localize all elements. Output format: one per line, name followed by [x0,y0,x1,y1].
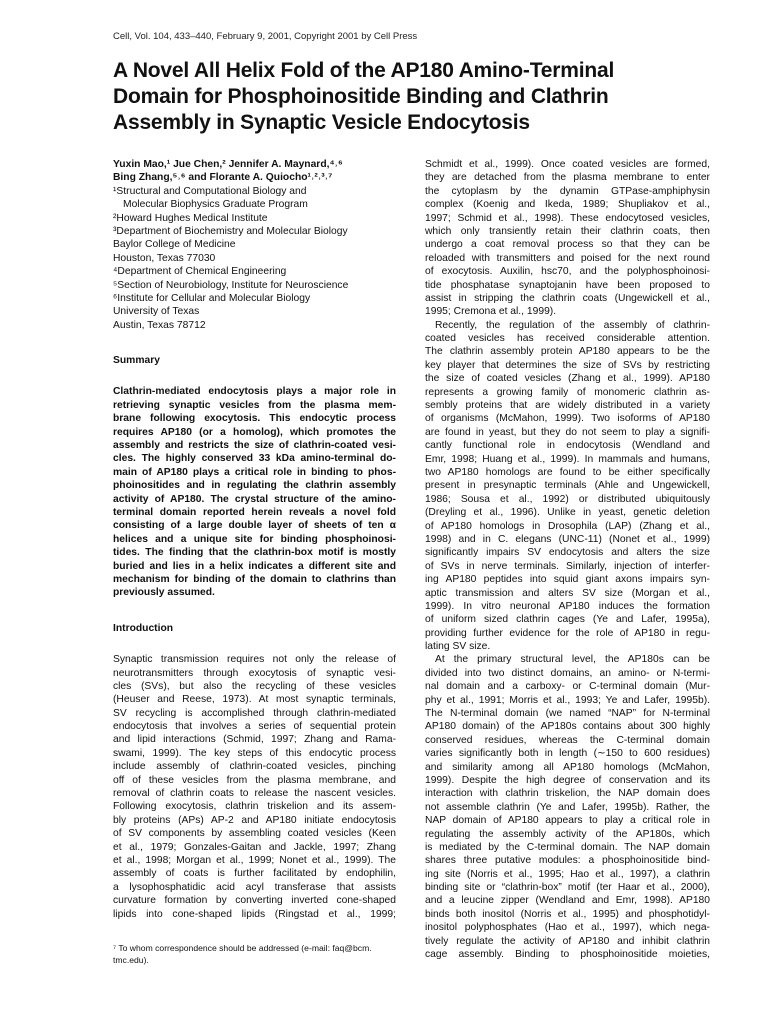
intro-line: (Heuser and Reese, 1973). At most synaptic terminals, [113,694,396,706]
body-line: sembly proteins that are widely distributed in a variety [425,400,710,412]
intro-line: lipids into cone-shaped lipids (Ringstad et al., 1999; [113,908,396,920]
correspondence-footnote [113,942,396,966]
body-line: represents a growing family of monomeric clathrin as- [425,386,710,398]
summary-line: requires AP180 (or a homolog), which promotes the [113,426,396,438]
body-line: NAP domain of AP180 appears to play a critical role in [425,815,710,827]
affiliation-line: Molecular Biophysics Graduate Program [123,199,308,211]
summary-line: terminal domain reported herein reveals a novel fold [113,507,396,518]
body-line: Recently, the regulation of the assembly of clathrin- [435,319,710,331]
affiliation-line: Baylor College of Medicine [113,239,236,251]
summary-line: retrieving synaptic vesicles from the plasma mem- [113,399,396,411]
summary-line: consisting of a large double layer of sheets of ten α [113,520,396,532]
body-line: inositol polyphosphates (Hao et al., 1997), which nega- [425,922,710,934]
journal-citation: Cell, Vol. 104, 433–440, February 9, 2001, Copyright 2001 by Cell Press [113,31,418,42]
intro-line: bly proteins (APs) AP-2 and AP180 initiate endocytosis [113,814,396,826]
intro-line: swami, 1999). The key steps of this endocytic process [113,747,396,759]
summary-line: phoinositides and in regulating the clathrin assembly [113,480,396,492]
body-line: varies significantly both in length (∼150 to 600 residues) [425,748,710,760]
body-line: AP180 domain) of the AP180s contains about 300 highly [425,721,710,733]
body-line: undergo a coat removal process so that they can be [425,239,710,251]
body-line: of organisms (McMahon, 1999). Two isoforms of AP180 [425,413,710,425]
summary-heading: Summary [113,355,160,367]
body-line: phy et al., 1991; Morris et al., 1993; Ye and Lafer, 1995b). [425,694,710,706]
body-line: providing further evidence for the role of AP180 in regu- [425,627,710,639]
intro-line: cles (SVs), but also the recycling of these vesicles [113,680,396,692]
intro-line: a lysophosphatidic acid acyl transferase that assists [113,881,396,893]
intro-line: off of these vesicles from the plasma membrane, and [113,774,396,786]
body-line: (Dreyling et al., 1996). Unlike in yeast, genetic deletion [425,507,710,519]
affiliation-list [113,185,396,332]
affiliation-line: ³Department of Biochemistry and Molecular Biology [113,225,348,237]
affiliation-line: Houston, Texas 77030 [113,252,216,264]
intro-line: assembly of coats is further facilitated by endophilin, [113,868,396,880]
body-line: of uniform sized clathrin cages (Ye and Lafer, 1995a), [425,614,710,626]
affiliation-line: Austin, Texas 78712 [113,319,206,331]
intro-line: removal of clathrin coats to release the nascent vesicles. [113,788,396,800]
body-line: of exocytosis. Auxilin, hsc70, and the polyphosphoinosi- [425,266,710,278]
affiliation-line: ¹Structural and Computational Biology and [113,185,307,197]
introduction-paragraph [113,653,396,921]
body-line: present in presynaptic terminals (Ahle and Ungewickell, [425,480,710,492]
title-line: Assembly in Synaptic Vesicle Endocytosis [113,111,530,134]
body-line: and a leucine zipper (Wendland and Emr, 1998). AP180 [425,895,710,907]
intro-line: of SV components by assembling coated vesicles (Keen [113,828,396,840]
body-line: tide phosphatase synaptojanin have been proposed to [425,279,710,291]
body-line: aptic transmission and alters SV size (Morgan et al., [425,587,710,599]
body-line: cage assembly. Binding to phosphoinositide moieties, [425,949,710,961]
affiliation-line: University of Texas [113,306,200,318]
body-line: of AP180 homologs in Drosophila (LAP) (Zhang et al., [425,520,710,532]
summary-line: previously assumed. [113,587,215,599]
summary-line: mechanism for binding of the domain to clathrins than [113,573,396,585]
right-column [425,158,710,961]
body-line: Schmidt et al., 1999). Once coated vesicles are formed, [425,159,710,170]
affiliation-line: ⁶Institute for Cellular and Molecular Biology [113,292,311,304]
summary-line: buried and lies in a helix indicates a different site and [113,560,396,572]
body-line: tively regulate the activity of AP180 and inhibit clathrin [425,935,710,947]
footnote-line: ⁷ To whom correspondence should be addressed (e-mail: faq@bcm. [113,943,372,953]
body-line: regulating the assembly activity of the AP180s, which [425,828,710,840]
body-line: is mediated by the C-terminal domain. The NAP domain [425,841,710,853]
introduction-heading: Introduction [113,622,174,634]
title-line: Domain for Phosphoinositide Binding and Clathrin [113,85,609,108]
body-line: coated vesicles has received considerable attention. [425,333,710,345]
body-line: The N-terminal domain (we named “NAP” for N-terminal [425,708,710,720]
summary-line: assembly and restricts the size of clathrin-coated vesi- [113,440,396,452]
body-line: of SVs in nerve terminals. Similarly, injection of interfer- [425,560,710,572]
article-title [113,58,713,136]
body-line: complex (Koenig and Ikeda, 1989; Shupliakov et al., [425,199,710,211]
body-line: At the primary structural level, the AP180s can be [435,654,710,666]
body-line: interaction with clathrin triskelion, the NAP domain does [425,788,710,800]
body-line: shares three putative modules: a phosphoinositide bind- [425,855,710,867]
summary-line: helices and a unique site for binding phosphoinosi- [113,533,396,545]
body-line: lating SV size. [425,641,491,653]
body-line: ing site (Norris et al., 1995; Hao et al., 1997), a clathrin [425,868,710,880]
body-line: key player that determines the size of SVs by restricting [425,359,710,371]
intro-line: include assembly of clathrin-coated vesicles, pinching [113,761,396,773]
body-line: two AP180 homologs are found to be either specifically [425,466,710,478]
intro-line: Synaptic transmission requires not only the release of [113,654,396,666]
body-line: conserved residues, whereas the C-terminal domain [425,734,710,746]
body-line: the size of coated vesicles (Zhang et al., 1999). AP180 [425,373,710,385]
body-line: 1998) and in C. elegans (UNC-11) (Nonet et al., 1999) [425,533,710,545]
body-line: assist in stripping the clathrin coats (Ungewickell et al., [425,292,710,304]
affiliation-line: ⁵Section of Neurobiology, Institute for Neuroscience [113,279,349,291]
intro-line: Following exocytosis, clathrin triskelion and its assem- [113,801,396,813]
body-line: cantly functional role in endocytosis (Wendland and [425,440,710,452]
intro-line: et al., 1979; Gonzales-Gaitan and Jackle, 1997; Zhang [113,841,396,853]
summary-paragraph [113,385,396,599]
body-line: 1999). In vitro neuronal AP180 induces the formation [425,600,710,612]
author-line: Yuxin Mao,¹ Jue Chen,² Jennifer A. Maynard,⁴˒⁶ [113,159,343,170]
body-line: 1986; Sousa et al., 1992) or distributed ubiquitously [425,493,710,505]
body-line: binding site or “clathrin-box” motif (ter Haar et al., 2000), [425,882,710,894]
intro-line: SV recycling is accomplished through clathrin-mediated [113,707,396,719]
body-line: significantly impairs SV endocytosis and alters the size [425,547,710,559]
body-line: 1999). Despite the high degree of conservation and its [425,774,710,786]
body-line: are found in yeast, but they do not seem to play a signifi- [425,426,710,438]
body-line: divided into two distinct domains, an amino- or N-termi- [425,667,710,679]
body-line: nal domain and a carboxy- or C-terminal domain (Mur- [425,681,710,693]
intro-line: endocytosis that involves a series of sequential protein [113,721,396,733]
body-line: The clathrin assembly protein AP180 appears to be the [425,346,710,358]
body-line: not assemble clathrin (Ye and Lafer, 1995b). Rather, the [425,801,710,813]
affiliation-line: ²Howard Hughes Medical Institute [113,212,268,224]
affiliation-line: ⁴Department of Chemical Engineering [113,266,287,278]
footnote-line: tmc.edu). [113,955,149,965]
body-line: and similarity among all AP180 homologs (McMahon, [425,761,710,773]
left-column [113,158,396,921]
summary-line: tides. The finding that the clathrin-box motif is mostly [113,547,396,559]
body-line: they are detached from the plasma membrane to enter [425,172,710,184]
intro-line: and lipid interactions (Schmid, 1997; Zhang and Rama- [113,734,396,746]
body-line: Emr, 1998; Huang et al., 1999). In mammals and humans, [425,453,710,465]
summary-line: brane following exocytosis. This endocytic process [113,413,396,425]
intro-line: et al., 1998; Morgan et al., 1999; Nonet et al., 1999). The [113,855,396,866]
summary-line: Clathrin-mediated endocytosis plays a major role in [113,386,396,398]
author-line: Bing Zhang,⁵˒⁶ and Florante A. Quiocho¹˒²˒³˒⁷ [113,172,333,184]
body-line: binds both inositol (Norris et al., 1995) and phosphotidyl- [425,908,710,920]
summary-line: activity of AP180. The crystal structure of the amino- [113,493,396,505]
summary-line: cles. The highly conserved 33 kDa amino-terminal do- [113,453,396,465]
intro-line: curvature formation by converting inverted cone-shaped [113,895,396,907]
body-line: 1995; Cremona et al., 1999). [425,306,557,318]
body-line: 1997; Schmid et al., 1998). These endocytosed vesicles, [425,212,710,224]
body-line: reloaded with transmitters and poised for the next round [425,252,710,264]
body-line: which only transiently retain their clathrin coats, then [425,225,710,237]
body-line: ing AP180 peptides into squid giant axons impairs syn- [425,574,710,586]
author-list [113,158,396,185]
intro-line: neurotransmitters through exocytosis of synaptic vesi- [113,667,396,679]
body-line: the cytoplasm by the dynamin GTPase-amphiphysin [425,185,710,197]
title-line: A Novel All Helix Fold of the AP180 Amino-Terminal [113,59,615,82]
summary-line: main of AP180 plays a critical role in binding to phos- [113,466,396,478]
